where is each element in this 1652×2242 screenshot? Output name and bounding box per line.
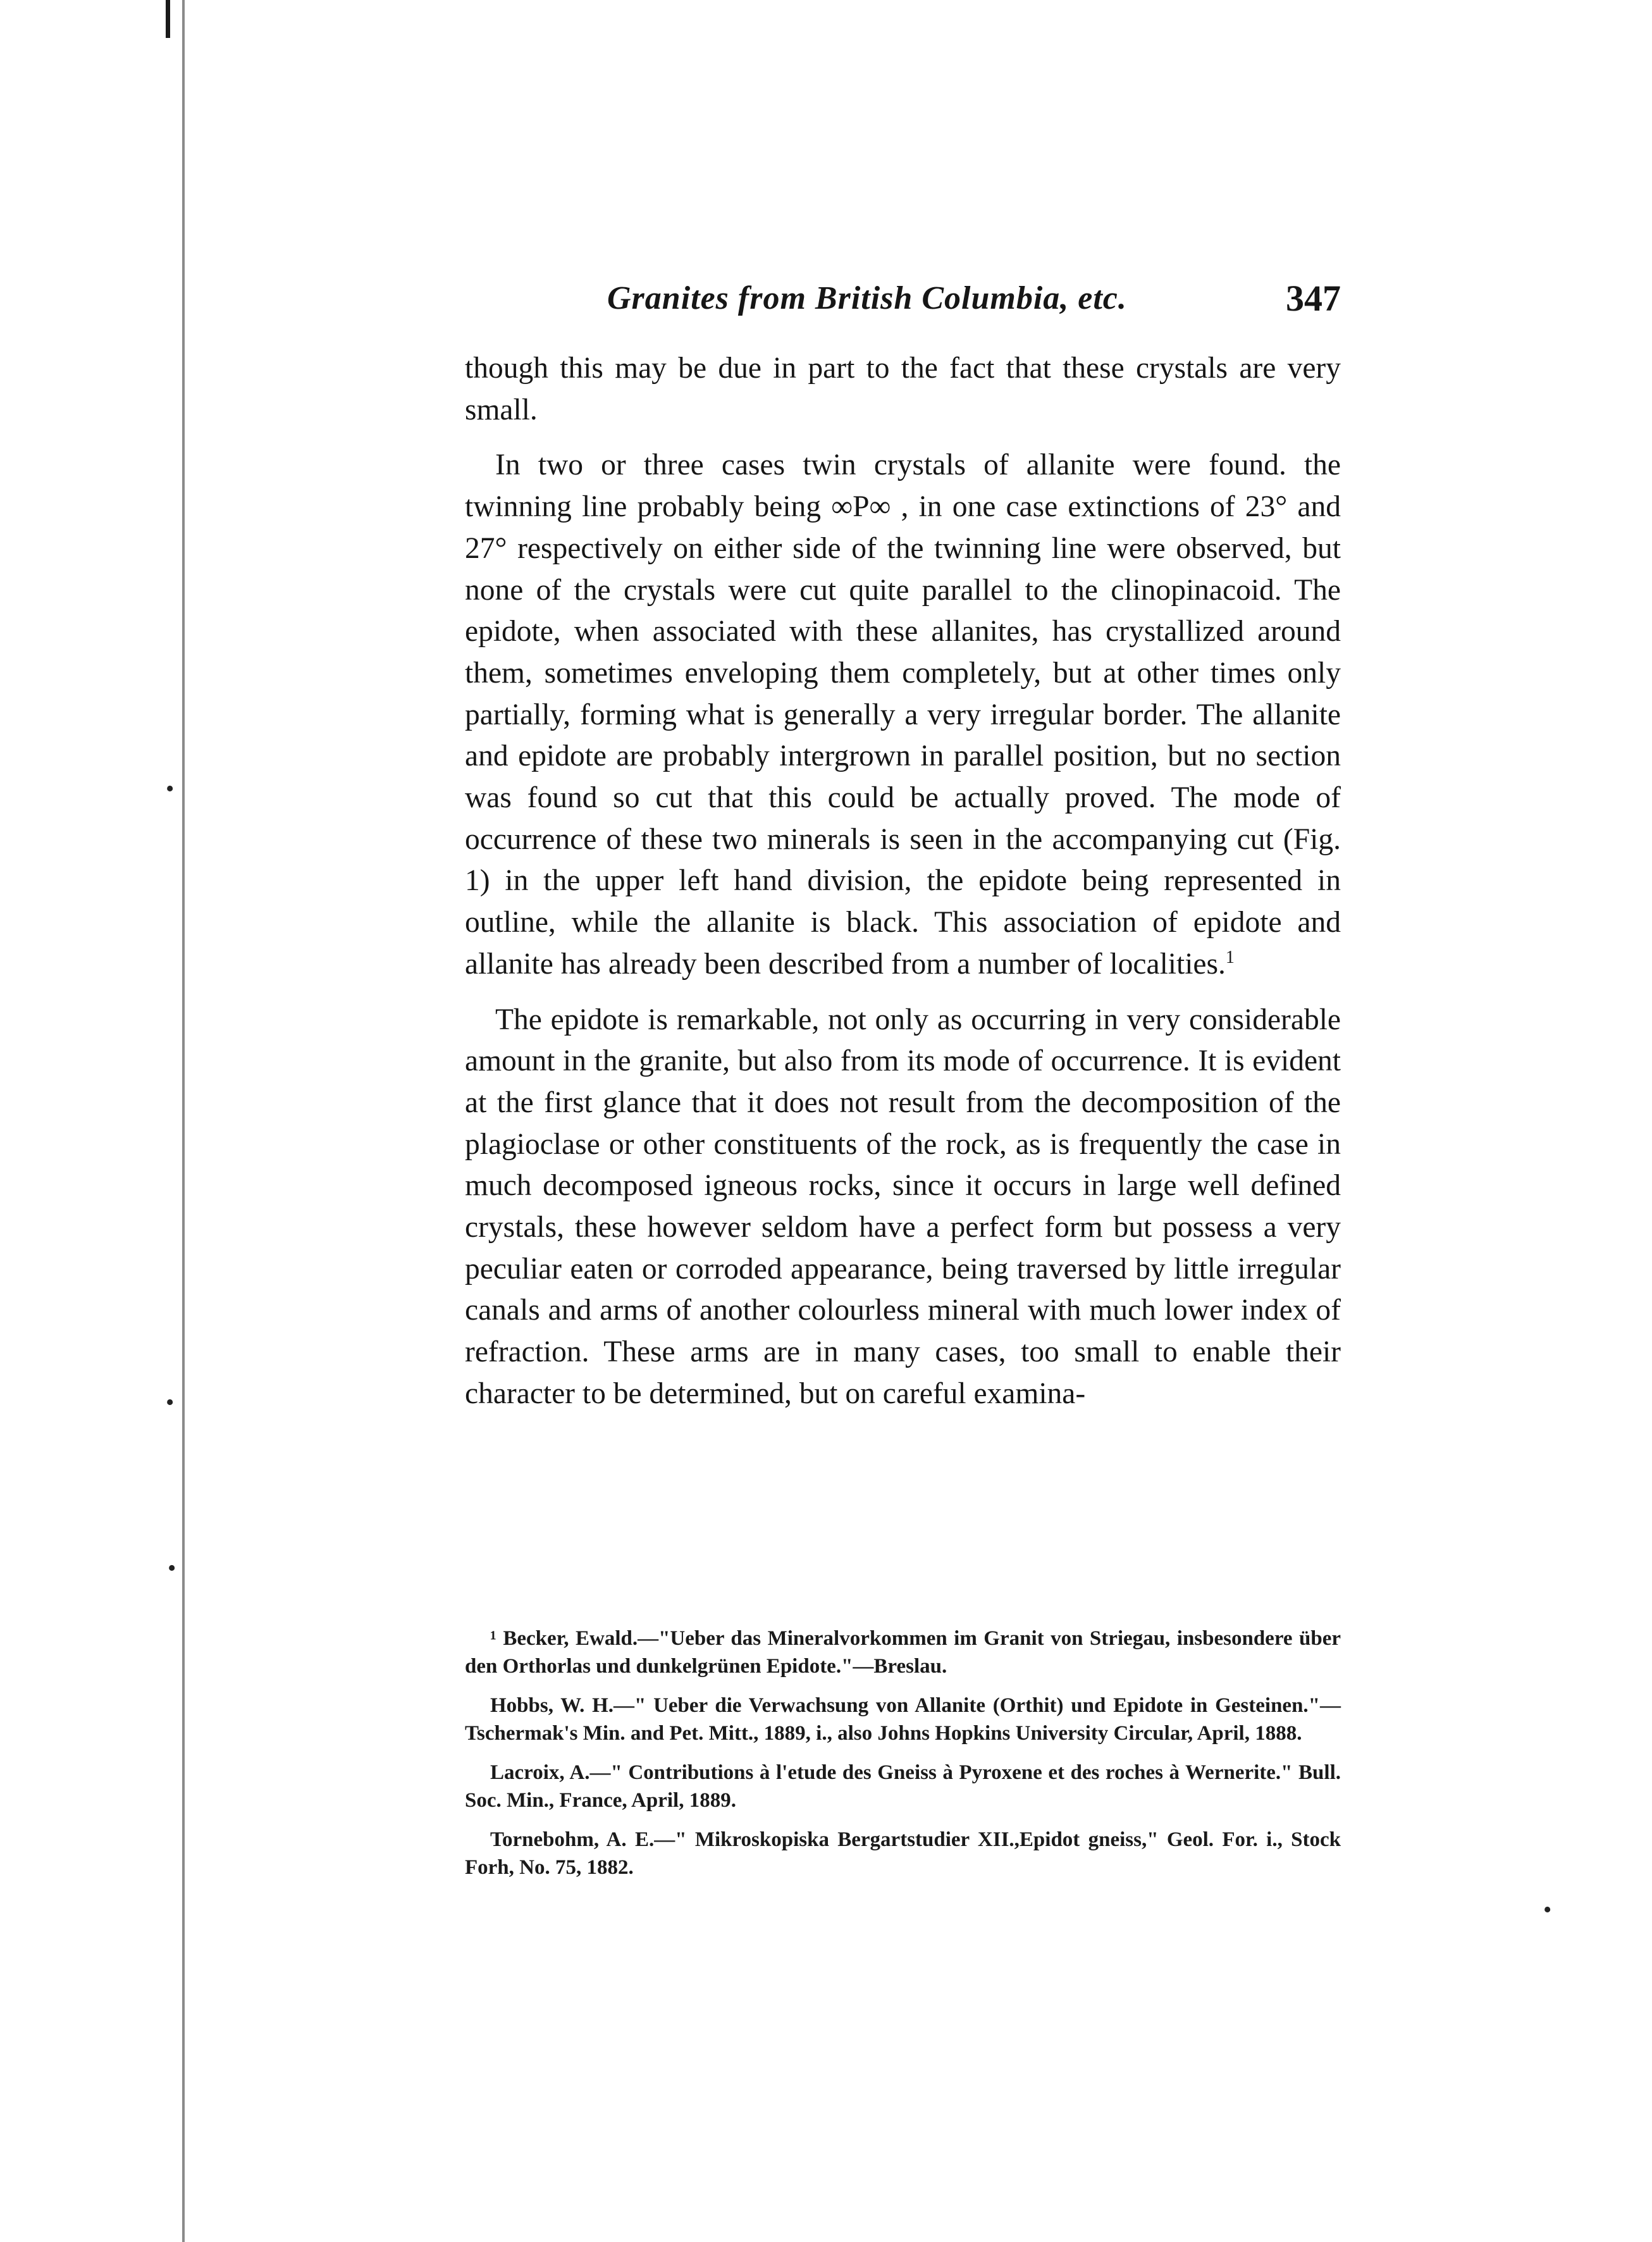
running-title: Granites from British Columbia, etc. bbox=[607, 280, 1127, 316]
binding-edge-mark bbox=[166, 0, 170, 38]
paragraph-text: In two or three cases twin crystals of allanite were found. the twinning line probably being ∞P∞ , in one case extinctions of 23° and 27° respectively on either side of the twinning line were observed, but none of the crystals were cut quite parallel to the clinopinacoid. The epidote, when associated with these allanites, has crystallized around them, sometimes enveloping them completely, but at other times only partially, forming what is generally a very irregular border. The allanite and epidote are probably intergrown in parallel position, but no section was found so cut that this could be actually proved. The mode of occurrence of these two minerals is seen in the accompanying cut (Fig. 1) in the upper left hand division, the epidote being represented in outline, while the allanite is black. This association of epidote and allanite has already been described from a number of localities. bbox=[465, 449, 1341, 981]
footnote: ¹ Becker, Ewald.—"Ueber das Mineralvorkommen im Granit von Striegau, insbesondere über den Orthorlas und dunkelgrünen Epidote."—Breslau. bbox=[465, 1627, 1341, 1678]
footnotes bbox=[465, 1625, 1341, 1893]
margin-mark: • bbox=[1543, 1897, 1552, 1923]
body-text bbox=[465, 348, 1341, 1415]
footnote-marker: 1 bbox=[1225, 948, 1235, 968]
page-number: 347 bbox=[1286, 278, 1341, 319]
footnote: Hobbs, W. H.—" Ueber die Verwachsung von Allanite (Orthit) und Epidote in Gesteinen."—Tschermak's Min. and Pet. Mitt., 1889, i., also Johns Hopkins University Circular, April, 1888. bbox=[465, 1694, 1341, 1745]
margin-mark: • bbox=[166, 776, 175, 802]
margin-mark: • bbox=[168, 1555, 176, 1582]
paragraph bbox=[465, 445, 1341, 985]
paragraph: though this may be due in part to the fact that these crystals are very small. bbox=[465, 352, 1341, 426]
margin-mark: • bbox=[166, 1389, 175, 1416]
page-edge-line bbox=[182, 0, 185, 2242]
footnote: Tornebohm, A. E.—" Mikroskopiska Bergartstudier XII.,Epidot gneiss," Geol. For. i., Stock Forh, No. 75, 1882. bbox=[465, 1828, 1341, 1879]
footnote: Lacroix, A.—" Contributions à l'etude des Gneiss à Pyroxene et des roches à Wernerite." Bull. Soc. Min., France, April, 1889. bbox=[465, 1761, 1341, 1812]
page-header bbox=[588, 266, 1341, 335]
paragraph: The epidote is remarkable, not only as occurring in very considerable amount in the granite, but also from its mode of occurrence. It is evident at the first glance that it does not result from the decomposition of the plagioclase or other constituents of the rock, as is frequently the case in much decomposed igneous rocks, since it occurs in large well defined crystals, these however seldom have a perfect form but possess a very peculiar eaten or corroded appearance, being traversed by little irregular canals and arms of another colourless mineral with much lower index of refraction. These arms are in many cases, too small to enable their character to be determined, but on careful examina- bbox=[465, 1003, 1341, 1410]
